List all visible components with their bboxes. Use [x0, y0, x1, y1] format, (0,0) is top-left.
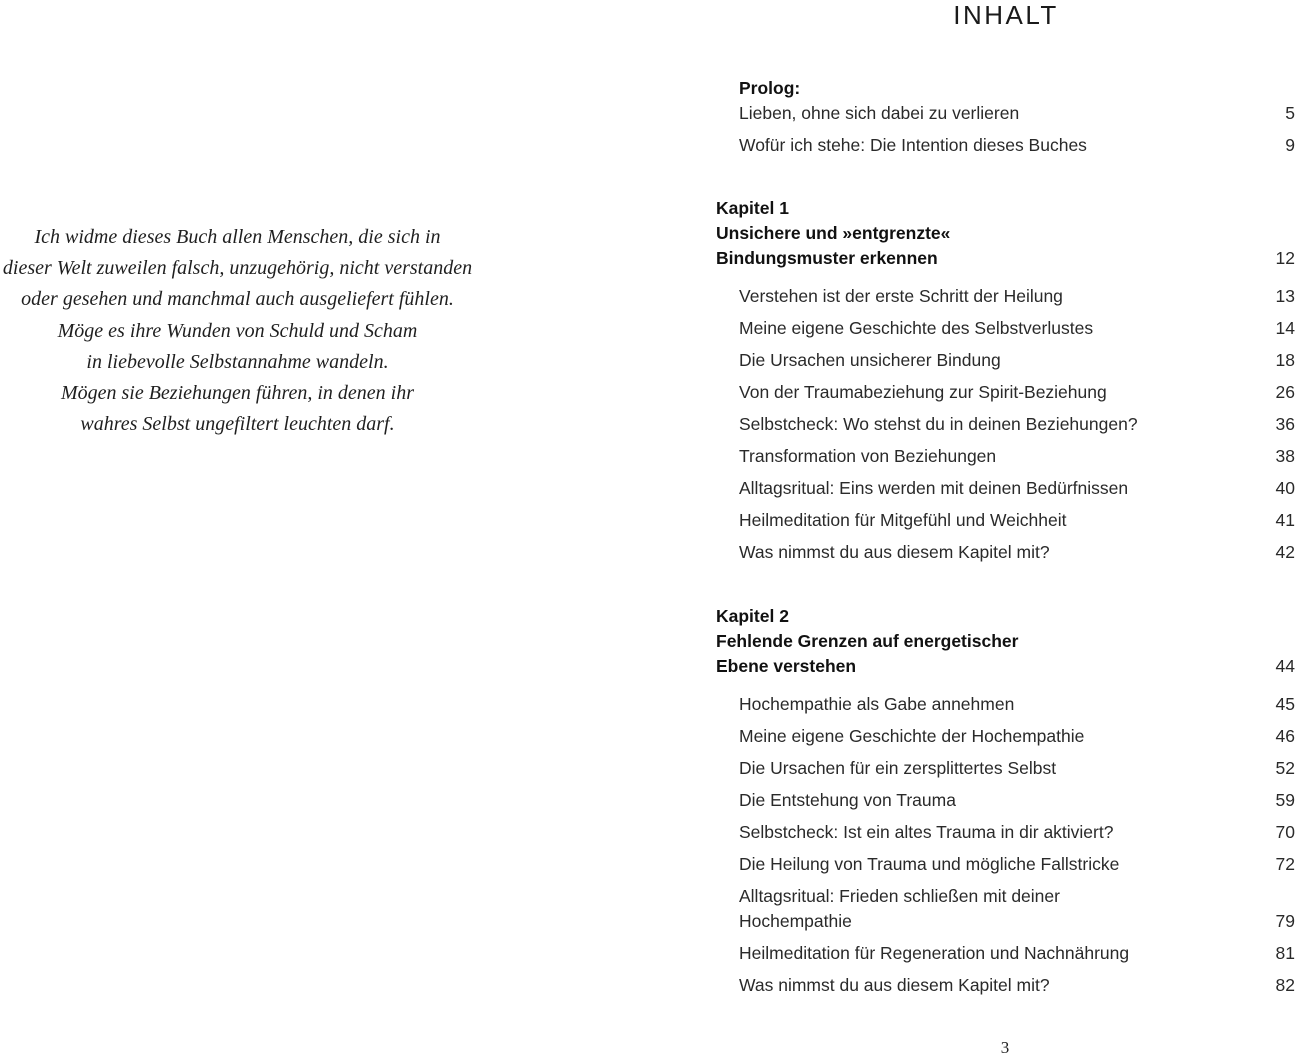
dedication-line: Ich widme dieses Buch allen Menschen, die sich in — [34, 226, 441, 248]
toc-entry-label: Heilmeditation für Mitgefühl und Weichheit — [739, 510, 1067, 530]
toc-entry — [739, 380, 1295, 405]
toc-entry — [739, 852, 1295, 877]
toc-entry — [739, 476, 1295, 501]
chapter-title-line: Ebene verstehen — [716, 656, 857, 676]
toc-entry-label: Die Entstehung von Trauma — [739, 790, 956, 810]
toc-entry-label: Hochempathie als Gabe annehmen — [739, 694, 1015, 714]
toc-entry — [739, 820, 1295, 845]
toc-entry — [739, 788, 1295, 813]
chapter-page: 44 — [1275, 656, 1295, 676]
toc-entry-label: Was nimmst du aus diesem Kapitel mit? — [739, 542, 1050, 562]
toc-entry — [739, 412, 1295, 437]
page-number: 3 — [1000, 1038, 1010, 1057]
chapter-title-line: Unsichere und »entgrenzte« — [716, 223, 951, 243]
toc-entry — [739, 284, 1295, 309]
toc-entry-page: 72 — [1275, 854, 1295, 874]
toc-entry-page: 5 — [1285, 103, 1295, 123]
toc-entry-page: 52 — [1275, 758, 1295, 778]
toc-entry — [739, 756, 1295, 781]
toc-entry-page: 36 — [1275, 414, 1295, 434]
toc-entry-label: Alltagsritual: Eins werden mit deinen Bedürfnissen — [739, 478, 1129, 498]
dedication-line: dieser Welt zuweilen falsch, unzugehörig, nicht verstanden — [2, 257, 473, 280]
toc-entry-label: Die Ursachen unsicherer Bindung — [739, 350, 1001, 370]
dedication-line: in liebevolle Selbstannahme wandeln. — [86, 350, 389, 373]
chapter-title-line: Bindungsmuster erkennen — [716, 248, 938, 268]
page-title: INHALT — [953, 0, 1059, 30]
toc-entry — [739, 508, 1295, 533]
toc-entry — [739, 941, 1295, 966]
dedication-line: wahres Selbst ungefiltert leuchten darf. — [80, 413, 395, 436]
toc-entry-label: Von der Traumabeziehung zur Spirit-Beziehung — [739, 382, 1107, 402]
toc-entry — [739, 133, 1295, 158]
dedication-line: Möge es ihre Wunden von Schuld und Scham — [57, 319, 418, 342]
chapter-number: Kapitel 1 — [716, 198, 789, 218]
toc-entry — [739, 973, 1295, 998]
toc-entry-label — [739, 884, 1295, 934]
toc-entry-page: 26 — [1275, 382, 1295, 402]
toc-entry-page: 45 — [1275, 694, 1295, 714]
toc-entry-label: Selbstcheck: Ist ein altes Trauma in dir aktiviert? — [739, 822, 1114, 842]
toc-entry — [739, 884, 1295, 934]
toc-entry-page: 42 — [1275, 542, 1295, 562]
toc-entry-page: 38 — [1275, 446, 1295, 466]
chapter-number: Kapitel 2 — [716, 606, 789, 626]
toc-entry-label: Selbstcheck: Wo stehst du in deinen Beziehungen? — [739, 414, 1138, 434]
toc-entry-page: 18 — [1275, 350, 1295, 370]
toc-entry — [739, 101, 1295, 126]
toc-entry-page: 40 — [1275, 478, 1295, 498]
toc-entry-page: 82 — [1275, 975, 1295, 995]
dedication-line: oder gesehen und manchmal auch ausgeliefert fühlen. — [21, 288, 454, 311]
toc-entry — [739, 540, 1295, 565]
toc-entry — [739, 444, 1295, 469]
toc-entry-page: 79 — [1275, 911, 1295, 931]
dedication-line: Mögen sie Beziehungen führen, in denen ihr — [60, 382, 415, 405]
toc-entry-label: Meine eigene Geschichte des Selbstverlustes — [739, 318, 1094, 338]
toc-entry-label: Wofür ich stehe: Die Intention dieses Buches — [739, 135, 1087, 155]
toc-entry-page: 9 — [1285, 135, 1295, 155]
toc-entry-page: 70 — [1275, 822, 1295, 842]
chapter-heading — [716, 604, 1295, 679]
toc-entry-label: Meine eigene Geschichte der Hochempathie — [739, 726, 1085, 746]
toc-entry — [739, 348, 1295, 373]
toc-entry — [739, 316, 1295, 341]
toc-entry-page: 46 — [1275, 726, 1295, 746]
toc-entry-label: Was nimmst du aus diesem Kapitel mit? — [739, 975, 1050, 995]
chapter-page: 12 — [1275, 248, 1295, 268]
toc-entry-label-line: Alltagsritual: Frieden schließen mit deiner — [739, 886, 1060, 906]
chapter-title-line: Fehlende Grenzen auf energetischer — [716, 631, 1019, 651]
prolog-heading: Prolog: — [739, 78, 801, 98]
toc-entry-label: Heilmeditation für Regeneration und Nachnährung — [739, 943, 1130, 963]
toc-entry-page: 13 — [1275, 286, 1295, 306]
toc-entry-label: Die Heilung von Trauma und mögliche Fallstricke — [739, 854, 1120, 874]
toc-entry-label: Transformation von Beziehungen — [739, 446, 997, 466]
toc-entry-page: 14 — [1275, 318, 1295, 338]
toc-entry-label: Verstehen ist der erste Schritt der Heilung — [739, 286, 1063, 306]
toc-entry-page: 59 — [1275, 790, 1295, 810]
toc-entry — [739, 692, 1295, 717]
toc-entry-page: 81 — [1275, 943, 1295, 963]
toc-entry-page: 41 — [1275, 510, 1295, 530]
toc-entry-label: Die Ursachen für ein zersplittertes Selbst — [739, 758, 1057, 778]
toc-entry-label: Lieben, ohne sich dabei zu verlieren — [739, 103, 1020, 123]
toc-entry-label-line: Hochempathie — [739, 911, 852, 931]
chapter-heading — [716, 196, 1295, 271]
toc-entry — [739, 724, 1295, 749]
